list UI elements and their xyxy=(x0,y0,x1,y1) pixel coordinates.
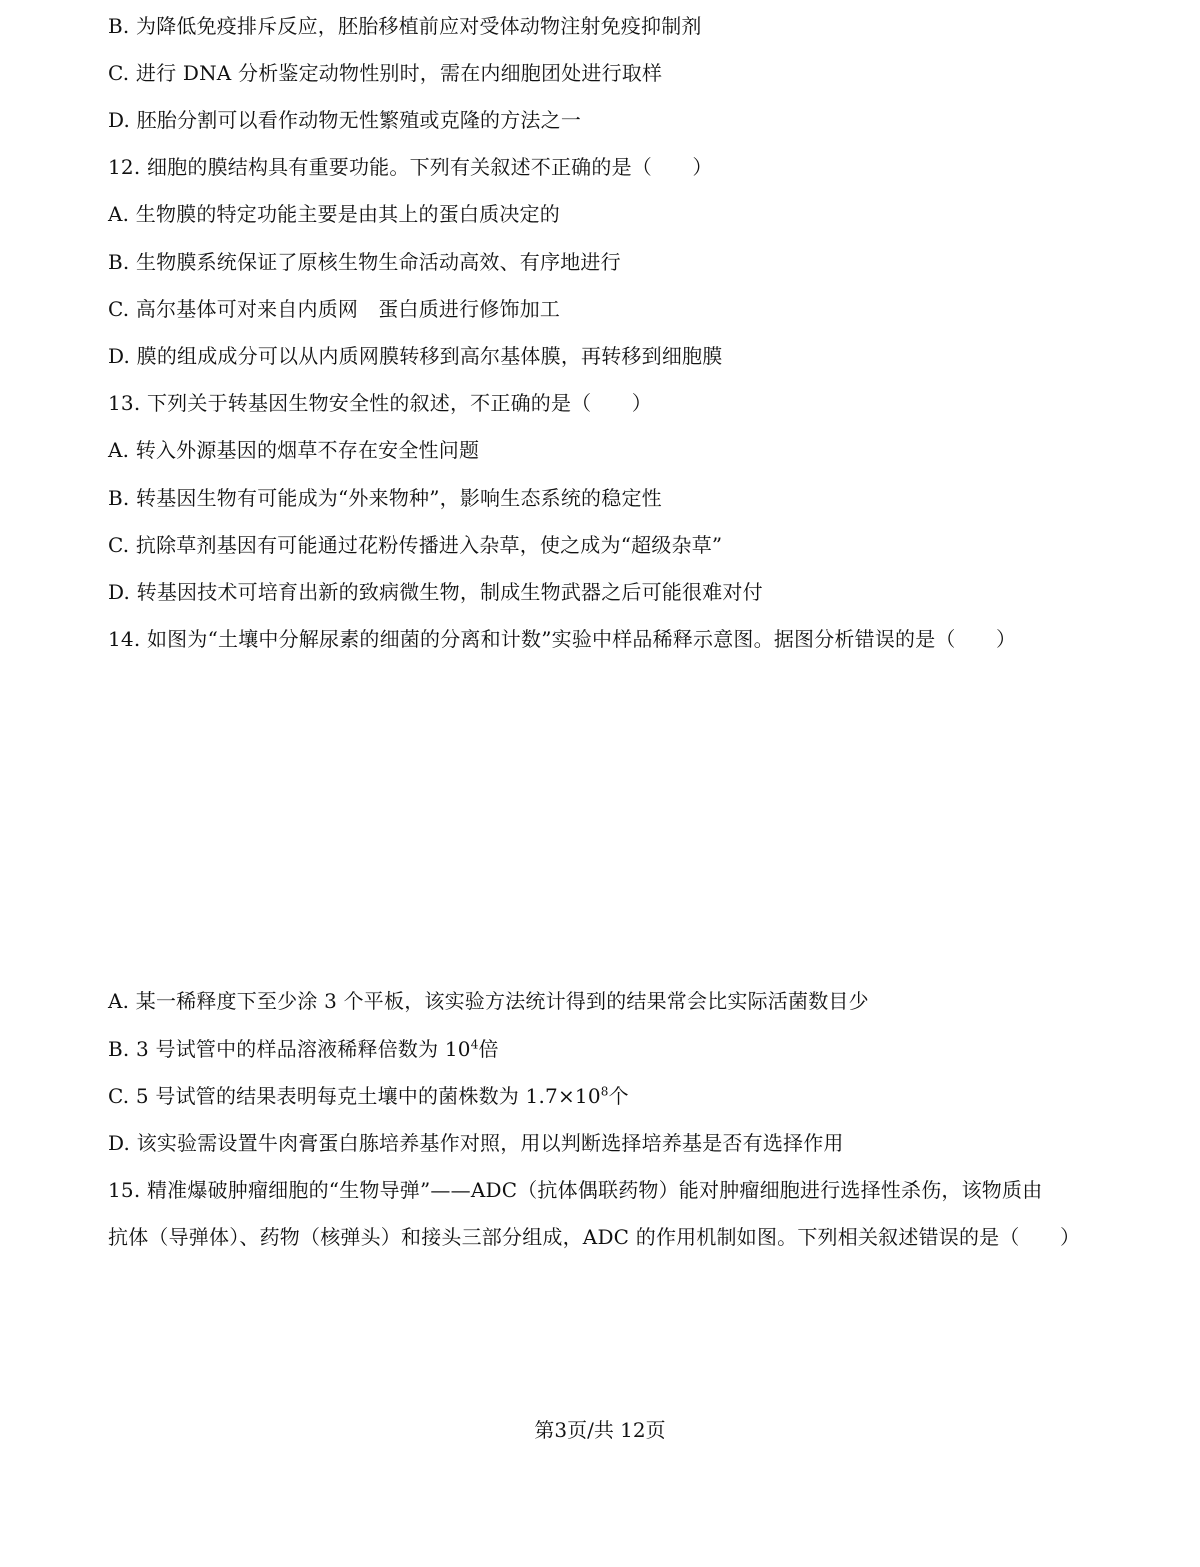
q14-option-c-exponent: 8 xyxy=(600,1084,609,1099)
q11-option-c: C. 进行 DNA 分析鉴定动物性别时，需在内细胞团处进行取样 xyxy=(108,61,663,85)
q12-option-d: D. 膜的组成成分可以从内质网膜转移到高尔基体膜，再转移到细胞膜 xyxy=(108,344,723,368)
q14-option-b-text: B. 3 号试管中的样品溶液稀释倍数为 10 xyxy=(108,1037,471,1061)
q12-option-c: C. 高尔基体可对来自内质网 蛋白质进行修饰加工 xyxy=(108,297,561,321)
q14-option-c-unit: 个 xyxy=(608,1084,629,1108)
q13-option-b: B. 转基因生物有可能成为“外来物种”，影响生态系统的稳定性 xyxy=(108,486,662,510)
q15-stem-line-1: 15. 精准爆破肿瘤细胞的“生物导弹”——ADC（抗体偶联药物）能对肿瘤细胞进行选择性杀伤，该物质由 xyxy=(108,1178,1043,1202)
q13-stem: 13. 下列关于转基因生物安全性的叙述，不正确的是（ ） xyxy=(108,391,652,415)
page-footer: 第3页/共 12页 xyxy=(534,1418,666,1442)
q14-option-c xyxy=(108,1082,629,1110)
q13-option-d: D. 转基因技术可培育出新的致病微生物，制成生物武器之后可能很难对付 xyxy=(108,580,763,604)
q14-option-d: D. 该实验需设置牛肉膏蛋白胨培养基作对照，用以判断选择培养基是否有选择作用 xyxy=(108,1131,844,1155)
q15-stem-line-2: 抗体（导弹体）、药物（核弹头）和接头三部分组成，ADC 的作用机制如图。下列相关叙述错误的是（ ） xyxy=(108,1225,1081,1249)
q14-option-a: A. 某一稀释度下至少涂 3 个平板，该实验方法统计得到的结果常会比实际活菌数目少 xyxy=(108,989,869,1013)
q12-option-a: A. 生物膜的特定功能主要是由其上的蛋白质决定的 xyxy=(108,202,560,226)
q14-option-b-exponent: 4 xyxy=(470,1037,479,1052)
q14-option-b-unit: 倍 xyxy=(478,1037,499,1061)
q11-option-b: B. 为降低免疫排斥反应，胚胎移植前应对受体动物注射免疫抑制剂 xyxy=(108,14,702,38)
q12-stem: 12. 细胞的膜结构具有重要功能。下列有关叙述不正确的是（ ） xyxy=(108,155,713,179)
q13-option-a: A. 转入外源基因的烟草不存在安全性问题 xyxy=(108,438,480,462)
q12-option-b: B. 生物膜系统保证了原核生物生命活动高效、有序地进行 xyxy=(108,250,621,274)
q13-option-c: C. 抗除草剂基因有可能通过花粉传播进入杂草，使之成为“超级杂草” xyxy=(108,533,723,557)
q14-figure-placeholder xyxy=(108,668,1098,968)
q14-option-c-text: C. 5 号试管的结果表明每克土壤中的菌株数为 1.7×10 xyxy=(108,1084,601,1108)
q14-stem: 14. 如图为“土壤中分解尿素的细菌的分离和计数”实验中样品稀释示意图。据图分析错误的是（ ） xyxy=(108,627,1017,651)
q11-option-d: D. 胚胎分割可以看作动物无性繁殖或克隆的方法之一 xyxy=(108,108,582,132)
q14-option-b xyxy=(108,1035,499,1063)
